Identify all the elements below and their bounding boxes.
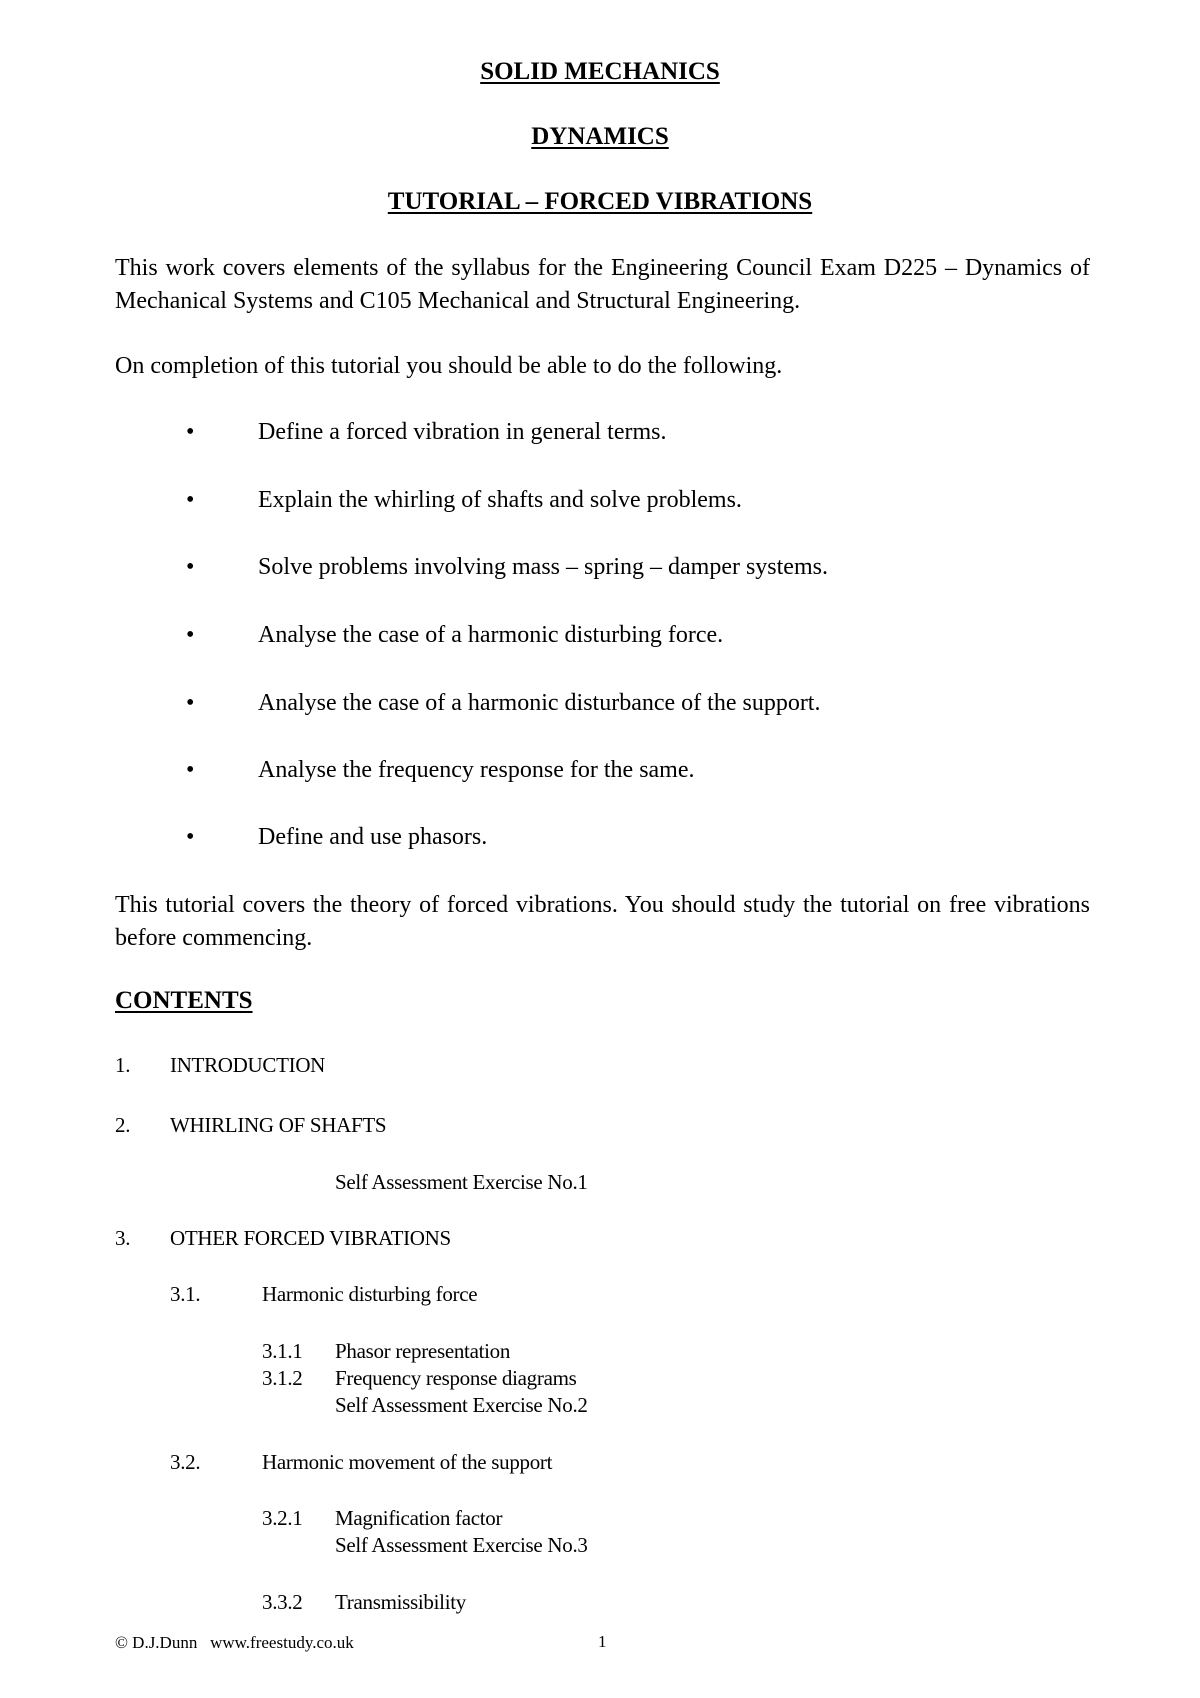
prerequisite-paragraph: This tutorial covers the theory of forced vibrations. You should study the tutorial on free vibrations before commencing. — [115, 892, 1090, 951]
toc-entry-frequency-response-diagrams[interactable]: Frequency response diagrams — [335, 1366, 577, 1390]
toc-number: 3. — [115, 1226, 131, 1250]
bullet-icon: • — [186, 622, 195, 648]
bullet-icon: • — [186, 824, 195, 850]
bullet-icon: • — [186, 757, 195, 783]
toc-number: 3.2.1 — [262, 1506, 303, 1530]
toc-number: 1. — [115, 1053, 131, 1077]
toc-number: 3.1.1 — [262, 1339, 303, 1363]
toc-entry-harmonic-movement-of-support[interactable]: Harmonic movement of the support — [262, 1450, 553, 1474]
bullet-icon: • — [186, 419, 195, 445]
toc-entry-phasor-representation[interactable]: Phasor representation — [335, 1339, 511, 1363]
toc-entry-whirling-of-shafts[interactable]: WHIRLING OF SHAFTS — [170, 1113, 387, 1137]
toc-entry-magnification-factor[interactable]: Magnification factor — [335, 1506, 503, 1530]
toc-entry-exercise-1[interactable]: Self Assessment Exercise No.1 — [335, 1170, 588, 1194]
toc-number: 2. — [115, 1113, 131, 1137]
toc-entry-other-forced-vibrations[interactable]: OTHER FORCED VIBRATIONS — [170, 1226, 451, 1250]
objective-text: Define a forced vibration in general terms. — [258, 419, 667, 445]
objective-text: Explain the whirling of shafts and solve problems. — [258, 487, 742, 513]
document-subtitle: DYNAMICS — [531, 123, 669, 150]
objective-text: Analyse the case of a harmonic disturbance of the support. — [258, 690, 821, 716]
toc-entry-exercise-3[interactable]: Self Assessment Exercise No.3 — [335, 1533, 588, 1557]
toc-entry-transmissibility[interactable]: Transmissibility — [335, 1590, 466, 1614]
toc-entry-harmonic-disturbing-force[interactable]: Harmonic disturbing force — [262, 1282, 478, 1306]
toc-number: 3.1. — [170, 1282, 201, 1306]
syllabus-paragraph: This work covers elements of the syllabus for the Engineering Council Exam D225 – Dynamics of Mechanical Systems and C105 Mechanical and Structural Engineering. — [115, 255, 1090, 314]
objective-text: Define and use phasors. — [258, 824, 488, 850]
bullet-icon: • — [186, 554, 195, 580]
document-title: SOLID MECHANICS — [480, 58, 720, 85]
page-number: 1 — [598, 1632, 607, 1651]
objective-text: Solve problems involving mass – spring – damper systems. — [258, 554, 828, 580]
toc-entry-exercise-2[interactable]: Self Assessment Exercise No.2 — [335, 1393, 588, 1417]
bullet-icon: • — [186, 690, 195, 716]
toc-entry-introduction[interactable]: INTRODUCTION — [170, 1053, 326, 1077]
toc-number: 3.1.2 — [262, 1366, 303, 1390]
tutorial-title: TUTORIAL – FORCED VIBRATIONS — [387, 188, 813, 215]
objective-text: Analyse the case of a harmonic disturbing force. — [258, 622, 724, 648]
objectives-intro: On completion of this tutorial you should be able to do the following. — [115, 353, 783, 379]
toc-number: 3.3.2 — [262, 1590, 303, 1614]
bullet-icon: • — [186, 487, 195, 513]
objective-text: Analyse the frequency response for the same. — [258, 757, 695, 783]
toc-number: 3.2. — [170, 1450, 201, 1474]
contents-heading: CONTENTS — [115, 987, 253, 1014]
footer-copyright: © D.J.Dunn www.freestudy.co.uk — [115, 1633, 354, 1652]
